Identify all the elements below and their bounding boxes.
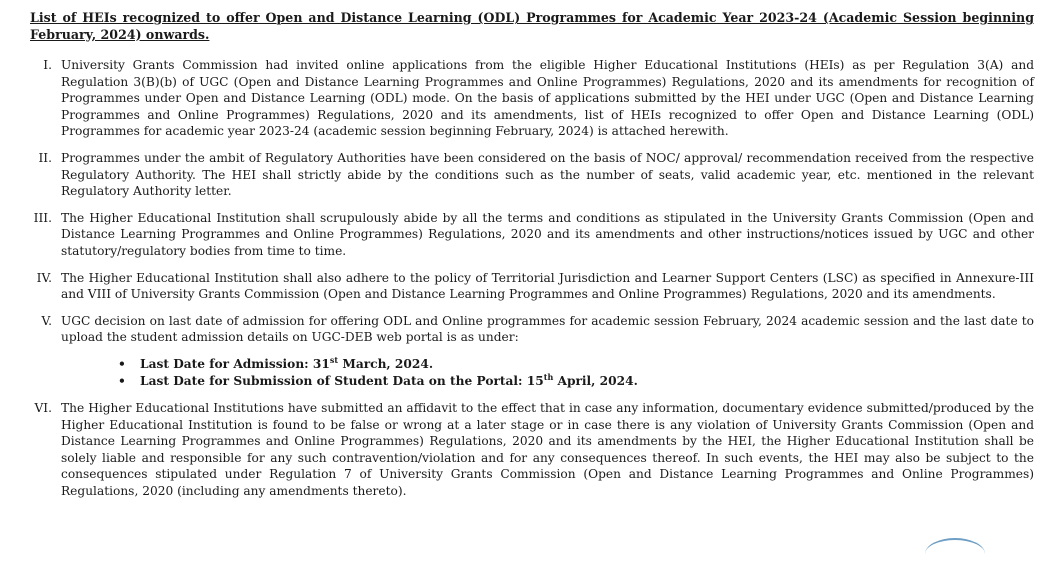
item-text: UGC decision on last date of admission for offering ODL and Online programmes for academic session February, 2024 academic session and the last date to upload the student admission details on UGC-DEB web portal is as under:	[61, 313, 1034, 345]
list-item	[30, 313, 1034, 390]
item-text: The Higher Educational Institution shall scrupulously abide by all the terms and conditions as stipulated in the University Grants Commission (Open and Distance Learning Programmes and Online Programmes) Regulations, 2020 and its amendments and other instructions/notices issued by UGC and other statutory/regulatory bodies from time to time.	[61, 210, 1034, 258]
list-item	[30, 210, 1034, 260]
seal-edge-decoration	[925, 538, 985, 570]
conditions-list	[30, 57, 1034, 499]
item-number: I.	[43, 58, 52, 72]
document-title: List of HEIs recognized to offer Open and Distance Learning (ODL) Programmes for Academic Year 2023-24 (Academic Session beginning February, 2024) onwards.	[30, 10, 1034, 42]
item-number: VI.	[34, 400, 52, 415]
item-number: II.	[38, 150, 52, 165]
item-text: University Grants Commission had invited online applications from the eligible Higher Educational Institutions (HEIs) as per Regulation 3(A) and Regulation 3(B)(b) of UGC (Open and Distance Learning Programmes and Online Programmes) Regulations, 2020 and its amendments for recognition of Programmes under Open and Distance Learning (ODL) mode. On the basis of applications submitted by the HEI under UGC (Open and Distance Learning Programmes and Online Programmes) Regulations, 2020 and its amendments, list of HEIs recognized to offer Open and Distance Learning (ODL) Programmes for academic year 2023-24 (academic session beginning February, 2024) is attached herewith.	[61, 58, 1034, 139]
list-item	[30, 150, 1034, 200]
admission-deadline: • Last Date for Admission: 31st March, 2024.	[118, 356, 1034, 373]
item-text: The Higher Educational Institution shall also adhere to the policy of Territorial Jurisdiction and Learner Support Centers (LSC) as specified in Annexure-III and VIII of University Grants Commission (Open and Distance Learning Programmes and Online Programmes) Regulations, 2020 and its amendments.	[61, 270, 1034, 302]
list-item	[30, 270, 1034, 303]
list-item	[30, 57, 1034, 140]
item-number: IV.	[36, 270, 52, 285]
item-number: III.	[33, 210, 52, 225]
deadline-list	[61, 356, 1034, 390]
list-item	[30, 400, 1034, 500]
submission-deadline: • Last Date for Submission of Student Data on the Portal: 15th April, 2024.	[118, 373, 1034, 390]
item-text: Programmes under the ambit of Regulatory Authorities have been considered on the basis of NOC/ approval/ recommendation received from the respective Regulatory Authority. The HEI shall strictly abide by the conditions such as the number of seats, valid academic year, etc. mentioned in the relevant Regulatory Authority letter.	[61, 150, 1034, 199]
item-text: The Higher Educational Institutions have submitted an affidavit to the effect that in case any information, documentary evidence submitted/produced by the Higher Educational Institution is found to be false or wrong at a later stage or in case there is any violation of University Grants Commission (Open and Distance Learning Programmes and Online Programmes) Regulations, 2020 and its amendments by the HEI, the Higher Educational Institution shall be solely liable and responsible for any such contravention/violation and for any consequences thereof. In such events, the HEI may also be subject to the consequences stipulated under Regulation 7 of University Grants Commission (Open and Distance Learning Programmes and Online Programmes) Regulations, 2020 (including any amendments thereto).	[61, 400, 1034, 498]
item-number: V.	[41, 313, 52, 328]
